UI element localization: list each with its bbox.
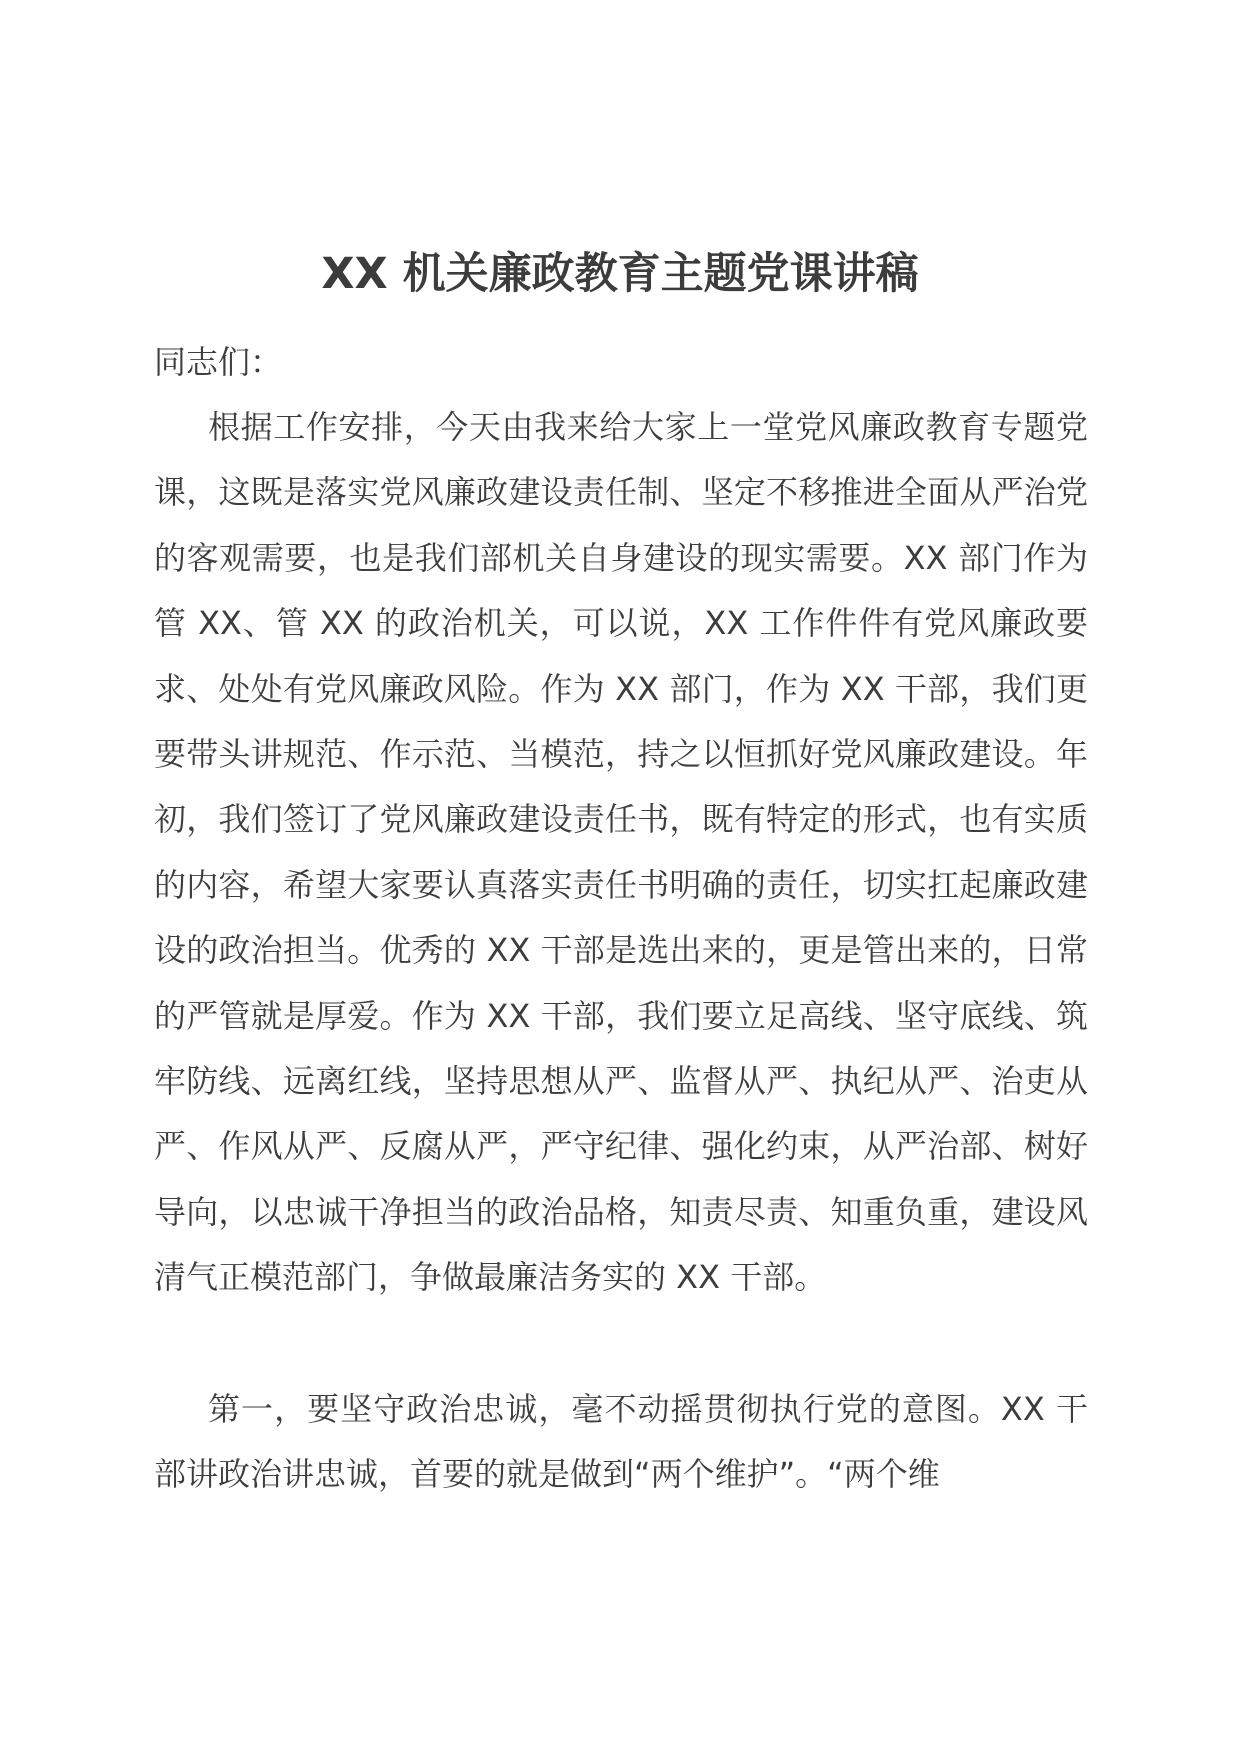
salutation — [154, 330, 1088, 395]
paragraph-1-text: 根据工作安排，今天由我来给大家上一堂党风廉政教育专题党课，这既是落实党风廉政建设责任制、坚定不移推进全面从严治党的客观需要，也是我们部机关自身建设的现实需要。XX 部门作为管 XX、管 XX 的政治机关，可以说，XX 工作件件有党风廉政要求、处处有党风廉政风险。作为 XX 部门，作为 XX 干部，我们更要带头讲规范、作示范、当模范，持之以恒抓好党风廉政建设。年初，我们签订了党风廉政建设责任书，既有特定的形式，也有实质的内容，希望大家要认真落实责任书明确的责任，切实扛起廉政建设的政治担当。优秀的 XX 干部是选出来的，更是管出来的，日常的严管就是厚爱。作为 XX 干部，我们要立足高线、坚守底线、筑牢防线、远离红线，坚持思想从严、监督从严、执纪从严、治吏从严、作风从严、反腐从严，严守纪律、强化约束，从严治部、树好导向，以忠诚干净担当的政治品格，知责尽责、知重负重，建设风清气正模范部门，争做最廉洁务实的 XX 干部。 — [154, 408, 1088, 1297]
paragraph-1 — [154, 395, 1088, 1311]
salutation-text: 同志们： — [154, 343, 283, 381]
paragraph-2 — [154, 1377, 1088, 1508]
paragraph-2-text: 第一，要坚守政治忠诚，毫不动摇贯彻执行党的意图。XX 干部讲政治讲忠诚，首要的就是做到“两个维护”。“两个维 — [154, 1390, 1088, 1494]
document-title: XX 机关廉政教育主题党课讲稿 — [321, 249, 919, 299]
